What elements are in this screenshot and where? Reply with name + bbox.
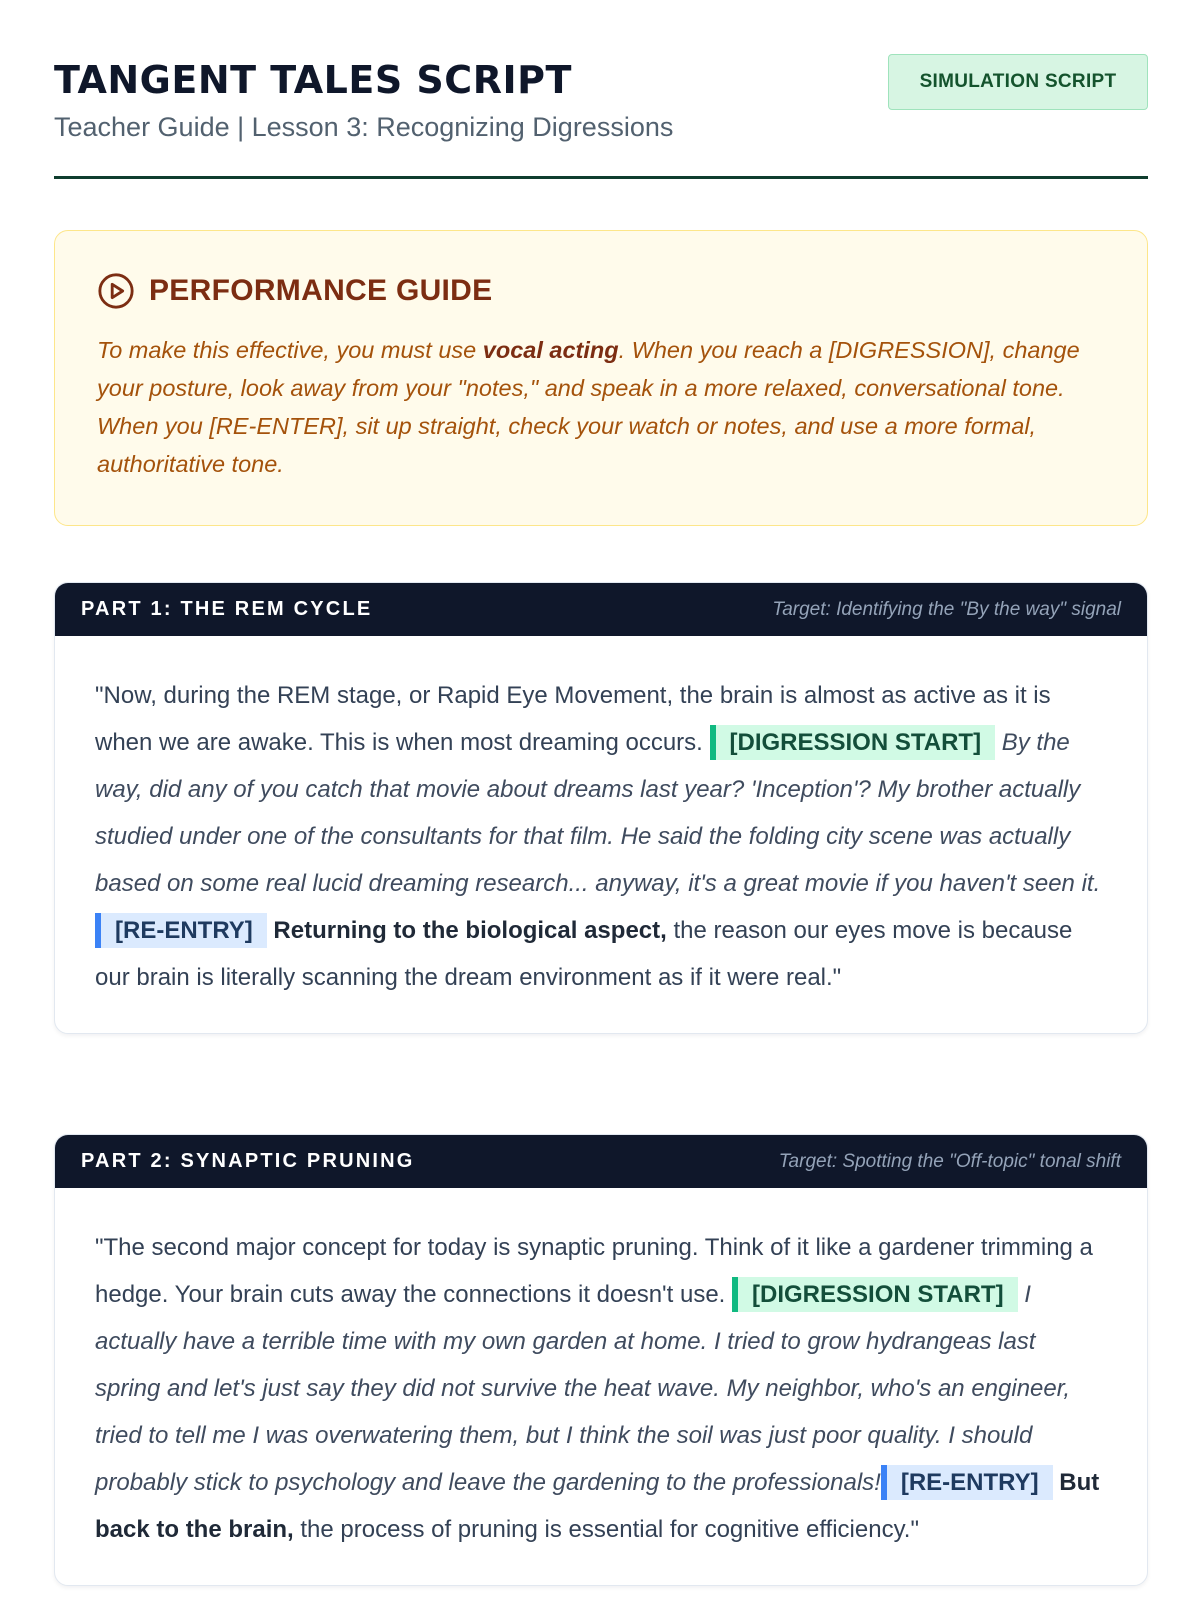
document-header (54, 0, 1148, 179)
digression-start-tag: [DIGRESSION START] (732, 1277, 1018, 1312)
performance-guide-text (97, 331, 1105, 483)
performance-guide-panel (54, 230, 1148, 526)
guide-text-part-1: To make this effective, you must use (97, 337, 483, 363)
re-entry-tag: [RE-ENTRY] (881, 1465, 1053, 1500)
document-title: TANGENT TALES SCRIPT (54, 58, 572, 102)
script-intro: "The second major concept for today is synaptic pruning. Think of it like a gardener trimming a hedge. Your brain cuts away the connections it doesn't use. (95, 1234, 1093, 1308)
part-target: Target: Identifying the "By the way" signal (772, 598, 1121, 620)
re-entry-tag: [RE-ENTRY] (95, 913, 267, 948)
part-script-text (55, 636, 1147, 1033)
script-part-1 (54, 582, 1148, 1034)
part-script-text (55, 1188, 1147, 1585)
digression-start-tag: [DIGRESSION START] (710, 725, 996, 760)
script-intro: "Now, during the REM stage, or Rapid Eye Movement, the brain is almost as active as it is when we are awake. This is when most dreaming occurs. (95, 682, 1051, 756)
return-phrase: Returning to the biological aspect, (266, 917, 667, 944)
guide-text-emphasis: vocal acting (482, 337, 619, 363)
part-header (55, 1135, 1147, 1188)
script-outro: the reason our eyes move is because our brain is literally scanning the dream environment as if it were real." (95, 917, 1073, 991)
digression-text: By the way, did any of you catch that movie about dreams last year? 'Inception'? My brother actually studied under one of the consultants for that film. He said the folding city scene was actually based on some real lucid dreaming research... anyway, it's a great movie if you haven't seen it. (95, 729, 1101, 897)
play-circle-icon (97, 272, 135, 310)
guide-text-part-2: . When you reach a [DIGRESSION], change your posture, look away from your "notes," and speak in a more relaxed, conversational tone. When you [RE-ENTER], sit up straight, check your watch or notes, and use a more formal, authoritative tone. (97, 337, 1080, 477)
return-phrase: But back to the brain, (95, 1469, 1100, 1543)
part-title: PART 1: THE REM CYCLE (81, 598, 373, 620)
part-header (55, 583, 1147, 636)
digression-text: I actually have a terrible time with my own garden at home. I tried to grow hydrangeas last spring and let's just say they did not survive the heat wave. My neighbor, who's an engineer, tried to tell me I was overwatering them, but I think the soil was just poor quality. I should probably stick to psychology and leave the gardening to the professionals! (95, 1281, 1071, 1496)
script-part-2 (54, 1134, 1148, 1586)
document-subtitle: Teacher Guide | Lesson 3: Recognizing Digressions (54, 112, 674, 142)
script-outro: the process of pruning is essential for cognitive efficiency." (293, 1516, 919, 1543)
document-page (54, 0, 1148, 1543)
part-target: Target: Spotting the "Off-topic" tonal shift (778, 1150, 1121, 1172)
part-title: PART 2: SYNAPTIC PRUNING (81, 1150, 415, 1172)
performance-guide-title: PERFORMANCE GUIDE (149, 274, 493, 307)
simulation-script-badge: SIMULATION SCRIPT (888, 54, 1148, 110)
performance-guide-header (97, 271, 1105, 311)
